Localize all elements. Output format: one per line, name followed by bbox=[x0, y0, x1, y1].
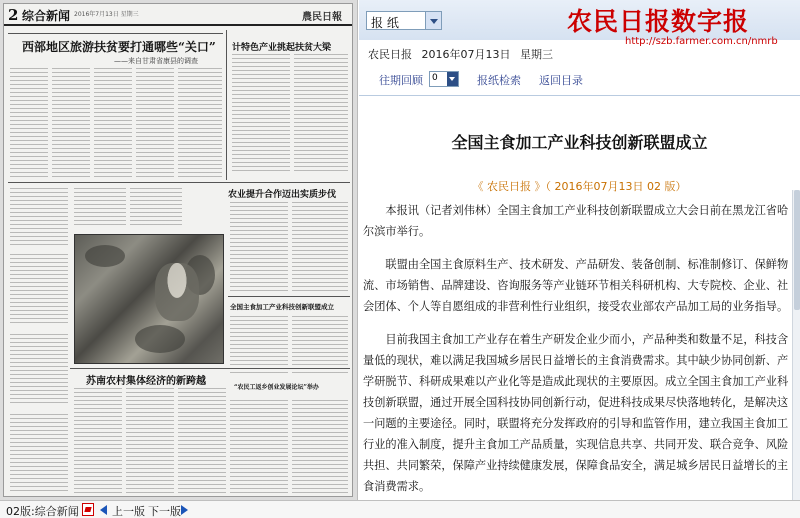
headline-bottom[interactable]: 苏南农村集体经济的新跨越 bbox=[86, 376, 206, 387]
chevron-down-icon[interactable] bbox=[447, 72, 458, 86]
page-section: 综合新闻 bbox=[22, 9, 71, 23]
scrollbar-thumb[interactable] bbox=[794, 190, 800, 310]
site-url: http://szb.farmer.com.cn/nmrb bbox=[625, 36, 778, 47]
article-source: 《 农民日报 》（ 2016年07月13日 02 版） bbox=[472, 180, 687, 193]
section-select-value: 报 纸 bbox=[371, 16, 399, 30]
issue-weekday: 星期三 bbox=[520, 48, 553, 61]
newspaper-photo bbox=[74, 234, 224, 364]
bottom-page-nav bbox=[0, 500, 800, 518]
chevron-down-icon[interactable] bbox=[425, 12, 441, 29]
pdf-icon[interactable] bbox=[82, 503, 94, 516]
newspaper-page-pane bbox=[0, 0, 358, 500]
headline-bottom-right[interactable]: “农民工返乡创业发展论坛”举办 bbox=[234, 384, 319, 391]
next-page-link[interactable]: 下一版 bbox=[148, 505, 181, 518]
article-scrollbar[interactable] bbox=[792, 190, 800, 500]
toolbar bbox=[359, 64, 800, 96]
prev-arrow-icon[interactable] bbox=[100, 505, 107, 515]
headline-main[interactable]: 西部地区旅游扶贫要打通哪些“关口” bbox=[22, 40, 216, 54]
issue-date-line bbox=[368, 46, 559, 62]
headline-cooperation[interactable]: 农业提升合作迈出实质步伐 bbox=[228, 190, 337, 200]
article-paragraph: 目前我国主食加工产业存在着生产研发企业少而小，产品种类和数量不足，科技含量低的现状，难以满足我国城乡居民日益增长的主食消费需求。其中缺少协同创新、产学研脱节、科研成果难以产业化等是造成此现状的主要原因。成立全国主食加工产业科技创新联盟，通过开展全国科技协同创新行动，促进科技成果尽快落地转化，是解决这一问题的主要途径。同时，联盟将充分发挥政府的引导和监管作用，建立我国主食加工行业的准入制度，提升主食加工产品质量，实现信息共享、共同开发、联合竞争、风险共担、共同繁荣，保障产业持续健康发展，保障食品安全，满足城乡居民日益增长的主食消费需求。 bbox=[363, 333, 789, 493]
site-title: 农民日报数字报 bbox=[567, 7, 750, 36]
subhead-main: ——来自甘肃省康县的调查 bbox=[114, 57, 198, 65]
brand-bar bbox=[359, 0, 800, 47]
headline-right[interactable]: 计特色产业挑起扶贫大梁 bbox=[232, 43, 332, 53]
article-paragraph: 联盟由全国主食原料生产、技术研发、产品研发、装备创制、标准制修订、保鲜物流、市场销售、品牌建设、咨询服务等产业链环节相关科研机构、大专院校、企业、社会团体、个人等自愿组成的非营利性行业组织，接受农业部农产品加工局的业务指导。 bbox=[363, 258, 789, 313]
paper-name: 农民日报 bbox=[368, 48, 412, 61]
article-title: 全国主食加工产业科技创新联盟成立 bbox=[451, 133, 708, 152]
current-page-label: 02版:综合新闻 bbox=[6, 505, 79, 518]
section-select[interactable] bbox=[366, 11, 442, 30]
headline-small-highlight[interactable]: 全国主食加工产业科技创新联盟成立 bbox=[230, 303, 334, 311]
page-masthead: 農民日報 bbox=[302, 12, 342, 23]
prev-issue-link[interactable]: 往期回顾 bbox=[379, 74, 423, 87]
back-to-contents-link[interactable]: 返回目录 bbox=[539, 74, 583, 87]
issue-date: 2016年07月13日 bbox=[421, 48, 511, 61]
page-number-select[interactable] bbox=[429, 71, 459, 87]
article-paragraph: 本报讯（记者刘伟林）全国主食加工产业科技创新联盟成立大会日前在黑龙江省哈尔滨市举行。 bbox=[363, 204, 789, 238]
page-number: 2 bbox=[8, 6, 19, 24]
newspaper-search-link[interactable]: 报纸检索 bbox=[477, 74, 521, 87]
article-body bbox=[363, 200, 790, 509]
prev-page-link[interactable]: 上一版 bbox=[112, 505, 145, 518]
page-date: 2016年7月13日 星期三 bbox=[74, 11, 139, 18]
page-number-value: 0 bbox=[432, 73, 438, 83]
newspaper-page-image[interactable] bbox=[3, 3, 353, 497]
next-arrow-icon[interactable] bbox=[181, 505, 188, 515]
page-header bbox=[4, 4, 352, 26]
